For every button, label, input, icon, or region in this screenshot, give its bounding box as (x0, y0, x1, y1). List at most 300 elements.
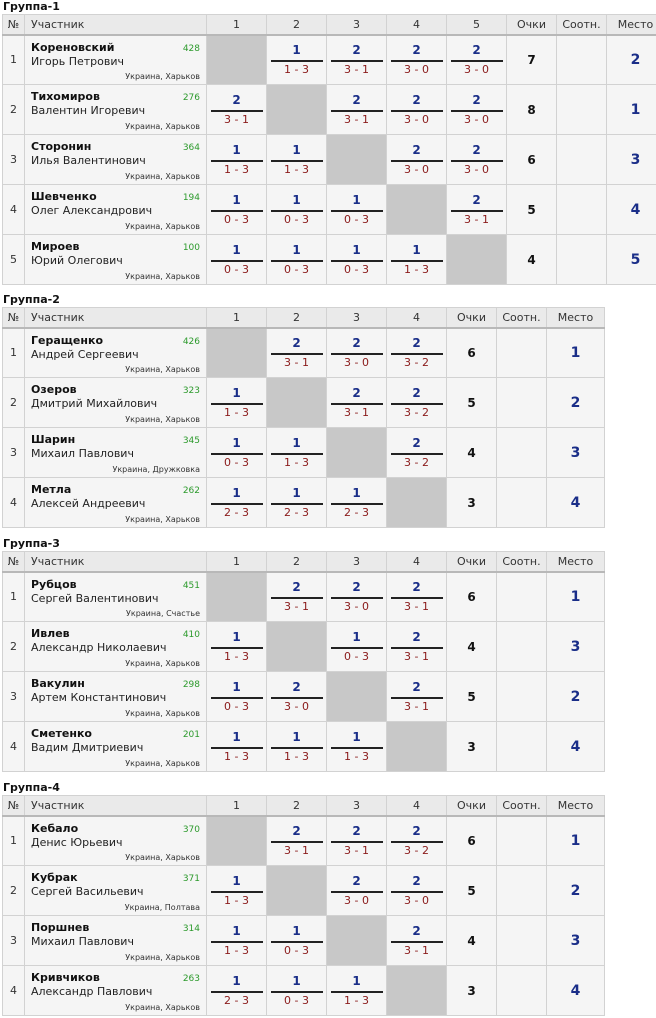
match-result (211, 386, 263, 420)
match-points: 1 (232, 679, 241, 694)
match-result-cell[interactable] (267, 185, 327, 235)
match-result (331, 93, 383, 127)
match-result-cell[interactable] (327, 235, 387, 285)
match-result (391, 436, 443, 470)
participant-surname[interactable]: Сметенко (31, 727, 92, 740)
header-row (3, 308, 605, 328)
match-result-cell[interactable] (447, 85, 507, 135)
participant-firstname: Юрий Олегович (31, 254, 123, 267)
match-score: 2 - 3 (211, 991, 263, 1008)
participant-rating: 371 (182, 874, 200, 884)
participant-cell (25, 622, 207, 672)
match-result-cell[interactable] (327, 622, 387, 672)
match-points: 2 (352, 823, 361, 838)
match-result-cell[interactable] (387, 672, 447, 722)
match-result (391, 874, 443, 908)
table-row (3, 966, 605, 1016)
match-result-cell[interactable] (207, 185, 267, 235)
match-result (271, 730, 323, 764)
match-points: 1 (232, 629, 241, 644)
match-result-cell[interactable] (387, 35, 447, 85)
match-result-cell[interactable] (327, 478, 387, 528)
match-points: 2 (412, 435, 421, 450)
match-result-cell[interactable] (207, 85, 267, 135)
match-score: 1 - 3 (211, 891, 263, 908)
match-points: 2 (352, 335, 361, 350)
ratio-value (557, 85, 607, 135)
participant-surname[interactable]: Шевченко (31, 190, 97, 203)
participant-city: Украина, Харьков (125, 853, 200, 862)
participant-rating: 370 (182, 824, 200, 835)
ratio-value (497, 428, 547, 478)
match-points: 1 (412, 242, 421, 257)
match-points: 1 (352, 192, 361, 207)
match-points: 2 (292, 335, 301, 350)
participant-city: Украина, Харьков (125, 272, 200, 281)
match-points: 2 (292, 823, 301, 838)
match-result-cell[interactable] (207, 478, 267, 528)
match-result-cell[interactable] (447, 135, 507, 185)
match-points: 1 (352, 729, 361, 744)
participant-surname[interactable]: Мироев (31, 240, 80, 253)
header-points: Очки (447, 796, 497, 816)
match-result-cell[interactable] (267, 916, 327, 966)
header-opponent-2: 2 (267, 308, 327, 328)
match-result (271, 824, 323, 858)
row-number: 3 (3, 135, 25, 185)
row-number: 2 (3, 378, 25, 428)
match-result-cell[interactable] (207, 378, 267, 428)
standings-table (2, 551, 605, 772)
participant-rating: 201 (182, 730, 200, 740)
match-result-cell[interactable] (387, 235, 447, 285)
match-points: 2 (472, 42, 481, 57)
match-result (271, 193, 323, 227)
place-value: 4 (547, 966, 605, 1016)
participant-rating: 263 (182, 974, 200, 984)
match-result-cell[interactable] (387, 328, 447, 378)
match-score: 3 - 2 (391, 403, 443, 420)
ratio-value (497, 816, 547, 866)
header-place: Место (607, 15, 656, 35)
match-score: 3 - 1 (271, 597, 323, 614)
match-score: 3 - 0 (391, 110, 443, 127)
participant-rating: 100 (182, 243, 200, 253)
participant-surname[interactable]: Кубрак (31, 871, 78, 884)
match-score: 3 - 2 (391, 453, 443, 470)
header-num: № (3, 308, 25, 328)
total-points: 5 (447, 866, 497, 916)
match-result-cell[interactable] (267, 35, 327, 85)
participant-firstname: Вадим Дмитриевич (31, 741, 144, 754)
participant-firstname: Артем Константинович (31, 691, 167, 704)
match-score: 3 - 0 (451, 160, 503, 177)
match-result (271, 486, 323, 520)
match-score: 1 - 3 (391, 260, 443, 277)
group-title: Группа-1 (3, 0, 60, 13)
match-points: 1 (232, 385, 241, 400)
match-points: 2 (412, 385, 421, 400)
ratio-value (497, 916, 547, 966)
match-result-cell[interactable] (267, 816, 327, 866)
match-score: 2 - 3 (331, 503, 383, 520)
self-match-cell (327, 135, 387, 185)
match-points: 2 (292, 679, 301, 694)
header-opponent-3: 3 (327, 796, 387, 816)
place-value: 5 (607, 235, 656, 285)
match-points: 1 (292, 192, 301, 207)
self-match-cell (387, 185, 447, 235)
match-result-cell[interactable] (207, 722, 267, 772)
ratio-value (497, 378, 547, 428)
match-points: 2 (412, 142, 421, 157)
participant-surname[interactable]: Кривчиков (31, 971, 100, 984)
match-points: 1 (232, 142, 241, 157)
match-score: 0 - 3 (211, 260, 263, 277)
match-result (331, 974, 383, 1008)
match-result (211, 243, 263, 277)
participant-rating: 194 (182, 193, 200, 203)
header-opponent-1: 1 (207, 15, 267, 35)
match-score: 3 - 1 (391, 597, 443, 614)
participant-rating: 314 (182, 924, 200, 934)
match-points: 2 (472, 142, 481, 157)
table-row (3, 816, 605, 866)
participant-cell (25, 35, 207, 85)
participant-cell (25, 572, 207, 622)
participant-cell (25, 185, 207, 235)
header-participant: Участник (25, 15, 207, 35)
participant-city: Украина, Счастье (125, 609, 200, 618)
match-result (211, 730, 263, 764)
match-result (211, 974, 263, 1008)
header-opponent-4: 4 (387, 796, 447, 816)
ratio-value (497, 572, 547, 622)
match-result (271, 580, 323, 614)
participant-cell (25, 478, 207, 528)
header-opponent-1: 1 (207, 796, 267, 816)
participant-cell (25, 672, 207, 722)
match-score: 3 - 0 (391, 160, 443, 177)
header-opponent-3: 3 (327, 308, 387, 328)
match-points: 2 (412, 823, 421, 838)
match-score: 3 - 0 (331, 597, 383, 614)
match-points: 1 (352, 973, 361, 988)
match-score: 1 - 3 (211, 403, 263, 420)
match-score: 0 - 3 (211, 697, 263, 714)
participant-surname[interactable]: Озеров (31, 383, 77, 396)
match-result-cell[interactable] (207, 916, 267, 966)
participant-city: Украина, Полтава (124, 903, 200, 912)
match-result (211, 486, 263, 520)
match-result-cell[interactable] (267, 722, 327, 772)
table-row (3, 185, 656, 235)
match-result-cell[interactable] (327, 816, 387, 866)
participant-surname[interactable]: Ивлев (31, 627, 70, 640)
total-points: 5 (447, 378, 497, 428)
header-row (3, 15, 656, 35)
total-points: 3 (447, 722, 497, 772)
row-number: 2 (3, 85, 25, 135)
participant-city: Украина, Харьков (125, 659, 200, 668)
match-score: 3 - 0 (331, 353, 383, 370)
participant-surname[interactable]: Рубцов (31, 577, 77, 591)
match-points: 2 (412, 679, 421, 694)
match-result-cell[interactable] (387, 816, 447, 866)
header-num: № (3, 15, 25, 35)
header-opponent-1: 1 (207, 552, 267, 572)
participant-firstname: Сергей Валентинович (31, 591, 159, 605)
match-result-cell[interactable] (387, 135, 447, 185)
match-points: 1 (292, 42, 301, 57)
match-result (271, 436, 323, 470)
match-result-cell[interactable] (327, 966, 387, 1016)
match-result-cell[interactable] (267, 966, 327, 1016)
participant-city: Украина, Харьков (125, 759, 200, 768)
total-points: 6 (507, 135, 557, 185)
match-score: 1 - 3 (211, 747, 263, 764)
match-points: 2 (412, 335, 421, 350)
match-result-cell[interactable] (207, 966, 267, 1016)
match-points: 1 (232, 873, 241, 888)
match-result-cell[interactable] (267, 235, 327, 285)
ratio-value (557, 185, 607, 235)
match-points: 2 (352, 385, 361, 400)
participant-city: Украина, Харьков (125, 515, 200, 524)
match-result (391, 630, 443, 664)
match-points: 1 (232, 192, 241, 207)
ratio-value (497, 328, 547, 378)
match-result-cell[interactable] (327, 35, 387, 85)
match-points: 1 (232, 242, 241, 257)
participant-surname[interactable]: Кебало (31, 821, 79, 835)
match-result-cell[interactable] (207, 135, 267, 185)
participant-firstname: Игорь Петрович (31, 54, 124, 68)
participant-firstname: Олег Александрович (31, 204, 153, 217)
match-result-cell[interactable] (327, 185, 387, 235)
row-number: 2 (3, 622, 25, 672)
match-result (211, 680, 263, 714)
match-result-cell[interactable] (207, 428, 267, 478)
participant-city: Украина, Харьков (125, 72, 200, 81)
match-points: 2 (232, 92, 241, 107)
match-result-cell[interactable] (387, 866, 447, 916)
header-row (3, 552, 605, 572)
self-match-cell (207, 816, 267, 866)
match-score: 3 - 1 (331, 841, 383, 858)
match-result (271, 336, 323, 370)
match-result-cell[interactable] (327, 572, 387, 622)
participant-city: Украина, Харьков (125, 415, 200, 424)
match-points: 1 (352, 629, 361, 644)
match-result-cell[interactable] (267, 572, 327, 622)
self-match-cell (447, 235, 507, 285)
match-result (271, 974, 323, 1008)
match-score: 1 - 3 (331, 747, 383, 764)
match-result (451, 193, 503, 227)
participant-city: Украина, Харьков (125, 172, 200, 181)
participant-surname[interactable]: Поршнев (31, 921, 90, 934)
match-points: 2 (472, 192, 481, 207)
total-points: 6 (447, 328, 497, 378)
match-result (211, 143, 263, 177)
header-ratio: Соотн. (497, 552, 547, 572)
match-result-cell[interactable] (327, 866, 387, 916)
participant-firstname: Илья Валентинович (31, 154, 146, 167)
match-result (331, 486, 383, 520)
match-result-cell[interactable] (207, 622, 267, 672)
participant-cell (25, 135, 207, 185)
participant-firstname: Алексей Андреевич (31, 497, 146, 510)
table-row (3, 672, 605, 722)
participant-city: Украина, Харьков (125, 122, 200, 131)
table-row (3, 572, 605, 622)
match-points: 2 (412, 42, 421, 57)
match-result (211, 193, 263, 227)
header-place: Место (547, 796, 605, 816)
place-value: 4 (547, 722, 605, 772)
match-points: 1 (292, 435, 301, 450)
match-points: 1 (292, 973, 301, 988)
match-result (271, 924, 323, 958)
ratio-value (557, 35, 607, 85)
match-result-cell[interactable] (447, 185, 507, 235)
match-points: 1 (292, 485, 301, 500)
ratio-value (497, 722, 547, 772)
match-points: 2 (352, 873, 361, 888)
match-score: 3 - 2 (391, 353, 443, 370)
header-ratio: Соотн. (497, 796, 547, 816)
match-result-cell[interactable] (327, 85, 387, 135)
header-row (3, 796, 605, 816)
total-points: 5 (447, 672, 497, 722)
participant-cell (25, 235, 207, 285)
group-title: Группа-2 (3, 293, 60, 306)
match-result-cell[interactable] (267, 328, 327, 378)
match-score: 1 - 3 (271, 747, 323, 764)
match-points: 1 (292, 242, 301, 257)
match-result-cell[interactable] (267, 428, 327, 478)
match-result-cell[interactable] (207, 866, 267, 916)
match-points: 2 (352, 92, 361, 107)
match-result (271, 680, 323, 714)
match-points: 1 (292, 729, 301, 744)
participant-rating: 262 (182, 486, 200, 496)
match-result-cell[interactable] (207, 672, 267, 722)
self-match-cell (387, 478, 447, 528)
row-number: 2 (3, 866, 25, 916)
participant-surname[interactable]: Метла (31, 483, 72, 496)
match-result-cell[interactable] (387, 916, 447, 966)
participant-surname[interactable]: Вакулин (31, 677, 85, 690)
participant-surname[interactable]: Тихомиров (31, 90, 100, 103)
match-score: 3 - 0 (271, 697, 323, 714)
table-row (3, 35, 656, 85)
header-points: Очки (447, 308, 497, 328)
row-number: 1 (3, 572, 25, 622)
match-result (391, 243, 443, 277)
header-place: Место (547, 552, 605, 572)
match-result (391, 93, 443, 127)
match-result (331, 43, 383, 77)
match-result-cell[interactable] (327, 378, 387, 428)
match-result (331, 243, 383, 277)
header-ratio: Соотн. (497, 308, 547, 328)
match-score: 3 - 0 (331, 891, 383, 908)
header-opponent-3: 3 (327, 552, 387, 572)
header-num: № (3, 552, 25, 572)
participant-surname[interactable]: Кореновский (31, 40, 115, 54)
match-result-cell[interactable] (267, 672, 327, 722)
match-score: 1 - 3 (331, 991, 383, 1008)
match-points: 1 (232, 485, 241, 500)
table-row (3, 378, 605, 428)
participant-city: Украина, Харьков (125, 222, 200, 231)
total-points: 3 (447, 966, 497, 1016)
group-2 (0, 293, 605, 528)
standings-table (2, 795, 605, 1016)
row-number: 4 (3, 185, 25, 235)
self-match-cell (267, 622, 327, 672)
match-points: 1 (352, 242, 361, 257)
match-result-cell[interactable] (387, 428, 447, 478)
row-number: 4 (3, 966, 25, 1016)
match-result-cell[interactable] (267, 478, 327, 528)
group-4 (0, 781, 605, 1016)
match-score: 1 - 3 (211, 941, 263, 958)
participant-firstname: Сергей Васильевич (31, 885, 144, 898)
header-opponent-3: 3 (327, 15, 387, 35)
participant-cell (25, 428, 207, 478)
match-points: 1 (232, 729, 241, 744)
match-result (451, 93, 503, 127)
match-result-cell[interactable] (387, 85, 447, 135)
participant-firstname: Дмитрий Михайлович (31, 397, 158, 410)
match-result-cell[interactable] (207, 235, 267, 285)
ratio-value (497, 966, 547, 1016)
participant-cell (25, 966, 207, 1016)
self-match-cell (327, 428, 387, 478)
match-result-cell[interactable] (387, 378, 447, 428)
match-result (391, 43, 443, 77)
match-result-cell[interactable] (387, 622, 447, 672)
match-result-cell[interactable] (267, 135, 327, 185)
header-opponent-4: 4 (387, 552, 447, 572)
match-score: 3 - 1 (451, 210, 503, 227)
participant-firstname: Михаил Павлович (31, 935, 134, 948)
match-result (331, 580, 383, 614)
total-points: 5 (507, 185, 557, 235)
match-score: 2 - 3 (271, 503, 323, 520)
match-result-cell[interactable] (327, 328, 387, 378)
match-result (391, 336, 443, 370)
match-result-cell[interactable] (387, 572, 447, 622)
match-result-cell[interactable] (327, 722, 387, 772)
match-score: 3 - 1 (271, 353, 323, 370)
row-number: 5 (3, 235, 25, 285)
match-points: 2 (412, 923, 421, 938)
participant-surname[interactable]: Шарин (31, 433, 76, 446)
participant-surname[interactable]: Геращенко (31, 333, 104, 347)
participant-firstname: Андрей Сергеевич (31, 347, 139, 361)
match-points: 2 (292, 579, 301, 594)
participant-firstname: Александр Николаевич (31, 641, 167, 654)
participant-surname[interactable]: Сторонин (31, 140, 92, 153)
match-result (451, 143, 503, 177)
row-number: 1 (3, 328, 25, 378)
match-points: 2 (412, 629, 421, 644)
match-result-cell[interactable] (447, 35, 507, 85)
